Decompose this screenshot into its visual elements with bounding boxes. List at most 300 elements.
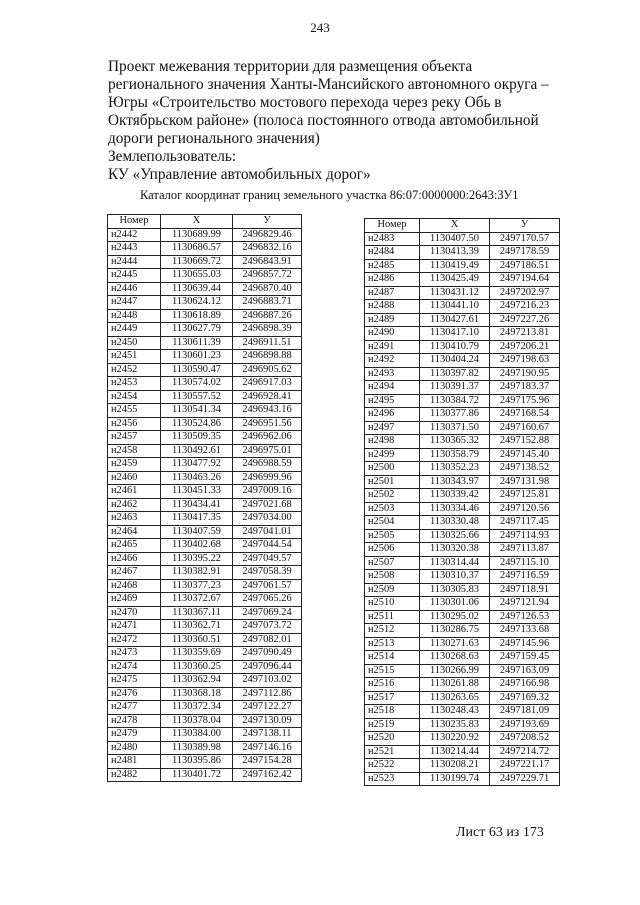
table-row: [108, 377, 302, 391]
point-number-cell: н2449: [108, 323, 161, 337]
x-coordinate-cell: 1130395.86: [161, 755, 233, 769]
table-row: [365, 421, 560, 435]
y-coordinate-cell: 2497170.57: [490, 232, 560, 246]
point-number-cell: н2448: [108, 309, 161, 323]
y-coordinate-cell: 2497183.37: [490, 381, 560, 395]
table-row: [108, 741, 302, 755]
x-coordinate-cell: 1130360.25: [161, 660, 233, 674]
y-coordinate-cell: 2497138.52: [490, 462, 560, 476]
y-coordinate-cell: 2497133.68: [490, 624, 560, 638]
point-number-cell: н2460: [108, 471, 161, 485]
table-row: [365, 259, 560, 273]
land-user-label: Землепользователь:: [108, 148, 237, 165]
y-coordinate-cell: 2497049.57: [233, 552, 302, 566]
y-coordinate-cell: 2497214.72: [490, 745, 560, 759]
x-coordinate-cell: 1130384.72: [420, 394, 490, 408]
point-number-cell: н2523: [365, 772, 420, 786]
x-coordinate-cell: 1130689.99: [161, 228, 233, 242]
point-number-cell: н2475: [108, 674, 161, 688]
column-header-y: У: [233, 215, 302, 229]
table-row: [108, 768, 302, 782]
y-coordinate-cell: 2497121.94: [490, 597, 560, 611]
y-coordinate-cell: 2497115.10: [490, 556, 560, 570]
x-coordinate-cell: 1130271.63: [420, 637, 490, 651]
point-number-cell: н2485: [365, 259, 420, 273]
y-coordinate-cell: 2496898.39: [233, 323, 302, 337]
point-number-cell: н2501: [365, 475, 420, 489]
table-row: [108, 714, 302, 728]
x-coordinate-cell: 1130624.12: [161, 296, 233, 310]
y-coordinate-cell: 2497103.02: [233, 674, 302, 688]
x-coordinate-cell: 1130427.61: [420, 313, 490, 327]
table-row: [365, 354, 560, 368]
y-coordinate-cell: 2497096.44: [233, 660, 302, 674]
table-row: [365, 313, 560, 327]
table-row: [108, 728, 302, 742]
y-coordinate-cell: 2497125.81: [490, 489, 560, 503]
point-number-cell: н2507: [365, 556, 420, 570]
table-row: [108, 363, 302, 377]
x-coordinate-cell: 1130268.63: [420, 651, 490, 665]
x-coordinate-cell: 1130463.26: [161, 471, 233, 485]
x-coordinate-cell: 1130451.33: [161, 485, 233, 499]
x-coordinate-cell: 1130395.22: [161, 552, 233, 566]
table-row: [108, 471, 302, 485]
table-row: [108, 633, 302, 647]
x-coordinate-cell: 1130590.47: [161, 363, 233, 377]
x-coordinate-cell: 1130524.86: [161, 417, 233, 431]
table-row: [365, 273, 560, 287]
point-number-cell: н2453: [108, 377, 161, 391]
point-number-cell: н2496: [365, 408, 420, 422]
table-row: [365, 300, 560, 314]
x-coordinate-cell: 1130618.89: [161, 309, 233, 323]
y-coordinate-cell: 2497152.88: [490, 435, 560, 449]
x-coordinate-cell: 1130310.37: [420, 570, 490, 584]
point-number-cell: н2489: [365, 313, 420, 327]
table-row: [365, 340, 560, 354]
table-header-row: [108, 215, 302, 229]
table-row: [365, 718, 560, 732]
table-row: [365, 745, 560, 759]
x-coordinate-cell: 1130431.12: [420, 286, 490, 300]
y-coordinate-cell: 2496898.88: [233, 350, 302, 364]
y-coordinate-cell: 2497175.96: [490, 394, 560, 408]
y-coordinate-cell: 2497082.01: [233, 633, 302, 647]
x-coordinate-cell: 1130295.02: [420, 610, 490, 624]
x-coordinate-cell: 1130407.59: [161, 525, 233, 539]
x-coordinate-cell: 1130419.49: [420, 259, 490, 273]
y-coordinate-cell: 2497145.40: [490, 448, 560, 462]
y-coordinate-cell: 2497229.71: [490, 772, 560, 786]
x-coordinate-cell: 1130320.38: [420, 543, 490, 557]
x-coordinate-cell: 1130339.42: [420, 489, 490, 503]
point-number-cell: н2476: [108, 687, 161, 701]
y-coordinate-cell: 2497065.26: [233, 593, 302, 607]
x-coordinate-cell: 1130492.61: [161, 444, 233, 458]
y-coordinate-cell: 2497154.28: [233, 755, 302, 769]
coordinates-table-left: [107, 214, 302, 782]
x-coordinate-cell: 1130378.04: [161, 714, 233, 728]
point-number-cell: н2442: [108, 228, 161, 242]
table-row: [108, 269, 302, 283]
x-coordinate-cell: 1130362.94: [161, 674, 233, 688]
point-number-cell: н2510: [365, 597, 420, 611]
x-coordinate-cell: 1130360.51: [161, 633, 233, 647]
point-number-cell: н2504: [365, 516, 420, 530]
y-coordinate-cell: 2497044.54: [233, 539, 302, 553]
x-coordinate-cell: 1130325.66: [420, 529, 490, 543]
table-row: [365, 502, 560, 516]
y-coordinate-cell: 2497021.68: [233, 498, 302, 512]
point-number-cell: н2492: [365, 354, 420, 368]
y-coordinate-cell: 2497126.53: [490, 610, 560, 624]
table-row: [108, 242, 302, 256]
point-number-cell: н2497: [365, 421, 420, 435]
y-coordinate-cell: 2496857.72: [233, 269, 302, 283]
table-row: [365, 408, 560, 422]
point-number-cell: н2454: [108, 390, 161, 404]
table-row: [365, 610, 560, 624]
y-coordinate-cell: 2497181.09: [490, 705, 560, 719]
table-row: [365, 232, 560, 246]
x-coordinate-cell: 1130377.23: [161, 579, 233, 593]
point-number-cell: н2457: [108, 431, 161, 445]
x-coordinate-cell: 1130441.10: [420, 300, 490, 314]
point-number-cell: н2500: [365, 462, 420, 476]
y-coordinate-cell: 2497206.21: [490, 340, 560, 354]
point-number-cell: н2521: [365, 745, 420, 759]
point-number-cell: н2467: [108, 566, 161, 580]
x-coordinate-cell: 1130417.35: [161, 512, 233, 526]
point-number-cell: н2484: [365, 246, 420, 260]
x-coordinate-cell: 1130334.46: [420, 502, 490, 516]
y-coordinate-cell: 2497194.64: [490, 273, 560, 287]
table-row: [108, 458, 302, 472]
table-row: [365, 759, 560, 773]
x-coordinate-cell: 1130541.34: [161, 404, 233, 418]
x-coordinate-cell: 1130358.79: [420, 448, 490, 462]
table-row: [108, 701, 302, 715]
point-number-cell: н2446: [108, 282, 161, 296]
point-number-cell: н2478: [108, 714, 161, 728]
point-number-cell: н2516: [365, 678, 420, 692]
y-coordinate-cell: 2497166.98: [490, 678, 560, 692]
y-coordinate-cell: 2497041.01: [233, 525, 302, 539]
table-row: [365, 772, 560, 786]
column-header-x: X: [161, 215, 233, 229]
point-number-cell: н2447: [108, 296, 161, 310]
point-number-cell: н2443: [108, 242, 161, 256]
x-coordinate-cell: 1130367.11: [161, 606, 233, 620]
y-coordinate-cell: 2497208.52: [490, 732, 560, 746]
point-number-cell: н2511: [365, 610, 420, 624]
point-number-cell: н2462: [108, 498, 161, 512]
y-coordinate-cell: 2497009.16: [233, 485, 302, 499]
table-row: [365, 286, 560, 300]
x-coordinate-cell: 1130611.39: [161, 336, 233, 350]
table-row: [365, 327, 560, 341]
x-coordinate-cell: 1130301.06: [420, 597, 490, 611]
point-number-cell: н2463: [108, 512, 161, 526]
point-number-cell: н2482: [108, 768, 161, 782]
table-row: [108, 755, 302, 769]
table-row: [365, 570, 560, 584]
point-number-cell: н2491: [365, 340, 420, 354]
table-row: [365, 489, 560, 503]
x-coordinate-cell: 1130359.69: [161, 647, 233, 661]
table-row: [108, 512, 302, 526]
table-row: [108, 336, 302, 350]
point-number-cell: н2459: [108, 458, 161, 472]
x-coordinate-cell: 1130601.23: [161, 350, 233, 364]
y-coordinate-cell: 2496917.03: [233, 377, 302, 391]
table-row: [108, 606, 302, 620]
y-coordinate-cell: 2497186.51: [490, 259, 560, 273]
y-coordinate-cell: 2496843.91: [233, 255, 302, 269]
table-row: [365, 624, 560, 638]
y-coordinate-cell: 2497138.11: [233, 728, 302, 742]
x-coordinate-cell: 1130305.83: [420, 583, 490, 597]
x-coordinate-cell: 1130413.39: [420, 246, 490, 260]
point-number-cell: н2522: [365, 759, 420, 773]
y-coordinate-cell: 2497213.81: [490, 327, 560, 341]
table-row: [365, 556, 560, 570]
point-number-cell: н2481: [108, 755, 161, 769]
coordinates-table-right: [364, 218, 560, 786]
point-number-cell: н2468: [108, 579, 161, 593]
table-row: [365, 394, 560, 408]
point-number-cell: н2461: [108, 485, 161, 499]
y-coordinate-cell: 2497120.56: [490, 502, 560, 516]
point-number-cell: н2499: [365, 448, 420, 462]
x-coordinate-cell: 1130434.41: [161, 498, 233, 512]
y-coordinate-cell: 2497069.24: [233, 606, 302, 620]
x-coordinate-cell: 1130263.65: [420, 691, 490, 705]
project-heading: [108, 58, 578, 184]
x-coordinate-cell: 1130382.91: [161, 566, 233, 580]
table-row: [365, 732, 560, 746]
point-number-cell: н2452: [108, 363, 161, 377]
table-row: [108, 485, 302, 499]
y-coordinate-cell: 2496870.40: [233, 282, 302, 296]
table-row: [365, 367, 560, 381]
point-number-cell: н2456: [108, 417, 161, 431]
sheet-label: Лист 63 из 173: [456, 825, 544, 840]
y-coordinate-cell: 2497118.91: [490, 583, 560, 597]
table-row: [108, 228, 302, 242]
y-coordinate-cell: 2496951.56: [233, 417, 302, 431]
heading-line: Октябрьском районе» (полоса постоянного отвода автомобильной: [108, 112, 539, 129]
x-coordinate-cell: 1130368.18: [161, 687, 233, 701]
table-row: [365, 543, 560, 557]
y-coordinate-cell: 2497145.96: [490, 637, 560, 651]
point-number-cell: н2472: [108, 633, 161, 647]
point-number-cell: н2509: [365, 583, 420, 597]
point-number-cell: н2450: [108, 336, 161, 350]
table-row: [365, 475, 560, 489]
table-row: [108, 647, 302, 661]
y-coordinate-cell: 2497113.87: [490, 543, 560, 557]
y-coordinate-cell: 2497216.23: [490, 300, 560, 314]
y-coordinate-cell: 2497116.59: [490, 570, 560, 584]
table-row: [365, 705, 560, 719]
y-coordinate-cell: 2496905.62: [233, 363, 302, 377]
table-row: [108, 255, 302, 269]
heading-line: дороги регионального значения): [108, 130, 320, 147]
point-number-cell: н2486: [365, 273, 420, 287]
x-coordinate-cell: 1130371.50: [420, 421, 490, 435]
x-coordinate-cell: 1130639.44: [161, 282, 233, 296]
table-row: [365, 651, 560, 665]
heading-line: регионального значения Ханты-Мансийского автономного округа –: [108, 76, 549, 93]
y-coordinate-cell: 2497193.69: [490, 718, 560, 732]
y-coordinate-cell: 2497190.95: [490, 367, 560, 381]
y-coordinate-cell: 2496832.16: [233, 242, 302, 256]
point-number-cell: н2451: [108, 350, 161, 364]
point-number-cell: н2458: [108, 444, 161, 458]
point-number-cell: н2483: [365, 232, 420, 246]
table-row: [108, 566, 302, 580]
point-number-cell: н2517: [365, 691, 420, 705]
y-coordinate-cell: 2497163.09: [490, 664, 560, 678]
page-number: 243: [310, 20, 330, 35]
y-coordinate-cell: 2497131.98: [490, 475, 560, 489]
x-coordinate-cell: 1130362.71: [161, 620, 233, 634]
point-number-cell: н2495: [365, 394, 420, 408]
y-coordinate-cell: 2497034.00: [233, 512, 302, 526]
y-coordinate-cell: 2497198.63: [490, 354, 560, 368]
y-coordinate-cell: 2496829.46: [233, 228, 302, 242]
x-coordinate-cell: 1130397.82: [420, 367, 490, 381]
x-coordinate-cell: 1130384.00: [161, 728, 233, 742]
point-number-cell: н2520: [365, 732, 420, 746]
x-coordinate-cell: 1130627.79: [161, 323, 233, 337]
point-number-cell: н2469: [108, 593, 161, 607]
x-coordinate-cell: 1130248.43: [420, 705, 490, 719]
x-coordinate-cell: 1130407.50: [420, 232, 490, 246]
table-row: [365, 664, 560, 678]
table-row: [108, 350, 302, 364]
y-coordinate-cell: 2497058.39: [233, 566, 302, 580]
catalog-title: Каталог координат границ земельного участка 86:07:0000000:2643:ЗУ1: [140, 188, 519, 202]
y-coordinate-cell: 2497160.67: [490, 421, 560, 435]
table-row: [108, 552, 302, 566]
heading-line: Проект межевания территории для размещения объекта: [108, 58, 473, 75]
table-row: [365, 691, 560, 705]
point-number-cell: н2465: [108, 539, 161, 553]
y-coordinate-cell: 2497112.86: [233, 687, 302, 701]
point-number-cell: н2503: [365, 502, 420, 516]
x-coordinate-cell: 1130686.57: [161, 242, 233, 256]
x-coordinate-cell: 1130261.88: [420, 678, 490, 692]
table-row: [108, 620, 302, 634]
x-coordinate-cell: 1130330.48: [420, 516, 490, 530]
table-row: [108, 444, 302, 458]
x-coordinate-cell: 1130669.72: [161, 255, 233, 269]
table-row: [108, 674, 302, 688]
x-coordinate-cell: 1130377.86: [420, 408, 490, 422]
x-coordinate-cell: 1130314.44: [420, 556, 490, 570]
table-row: [108, 309, 302, 323]
table-row: [108, 431, 302, 445]
table-row: [108, 390, 302, 404]
table-row: [365, 583, 560, 597]
y-coordinate-cell: 2496887.26: [233, 309, 302, 323]
point-number-cell: н2470: [108, 606, 161, 620]
y-coordinate-cell: 2497061.57: [233, 579, 302, 593]
y-coordinate-cell: 2497202.97: [490, 286, 560, 300]
column-header-number: Номер: [365, 219, 420, 233]
table-row: [108, 525, 302, 539]
point-number-cell: н2505: [365, 529, 420, 543]
table-row: [108, 296, 302, 310]
point-number-cell: н2515: [365, 664, 420, 678]
x-coordinate-cell: 1130352.23: [420, 462, 490, 476]
table-row: [365, 678, 560, 692]
table-row: [108, 660, 302, 674]
y-coordinate-cell: 2496988.59: [233, 458, 302, 472]
point-number-cell: н2480: [108, 741, 161, 755]
table-row: [108, 593, 302, 607]
y-coordinate-cell: 2496911.51: [233, 336, 302, 350]
y-coordinate-cell: 2497117.45: [490, 516, 560, 530]
point-number-cell: н2474: [108, 660, 161, 674]
x-coordinate-cell: 1130199.74: [420, 772, 490, 786]
x-coordinate-cell: 1130509.35: [161, 431, 233, 445]
x-coordinate-cell: 1130372.67: [161, 593, 233, 607]
table-row: [108, 282, 302, 296]
y-coordinate-cell: 2497162.42: [233, 768, 302, 782]
x-coordinate-cell: 1130389.98: [161, 741, 233, 755]
point-number-cell: н2471: [108, 620, 161, 634]
point-number-cell: н2518: [365, 705, 420, 719]
point-number-cell: н2490: [365, 327, 420, 341]
table-row: [365, 246, 560, 260]
point-number-cell: н2493: [365, 367, 420, 381]
table-row: [365, 529, 560, 543]
table-row: [365, 516, 560, 530]
point-number-cell: н2502: [365, 489, 420, 503]
y-coordinate-cell: 2496883.71: [233, 296, 302, 310]
table-row: [108, 323, 302, 337]
table-row: [365, 448, 560, 462]
column-header-number: Номер: [108, 215, 161, 229]
x-coordinate-cell: 1130266.99: [420, 664, 490, 678]
table-row: [108, 539, 302, 553]
y-coordinate-cell: 2496928.41: [233, 390, 302, 404]
y-coordinate-cell: 2497146.16: [233, 741, 302, 755]
y-coordinate-cell: 2496999.96: [233, 471, 302, 485]
x-coordinate-cell: 1130235.83: [420, 718, 490, 732]
point-number-cell: н2477: [108, 701, 161, 715]
point-number-cell: н2508: [365, 570, 420, 584]
x-coordinate-cell: 1130365.32: [420, 435, 490, 449]
point-number-cell: н2455: [108, 404, 161, 418]
x-coordinate-cell: 1130208.21: [420, 759, 490, 773]
column-header-y: У: [490, 219, 560, 233]
point-number-cell: н2488: [365, 300, 420, 314]
x-coordinate-cell: 1130372.34: [161, 701, 233, 715]
point-number-cell: н2494: [365, 381, 420, 395]
table-row: [108, 687, 302, 701]
point-number-cell: н2512: [365, 624, 420, 638]
point-number-cell: н2464: [108, 525, 161, 539]
table-row: [365, 462, 560, 476]
y-coordinate-cell: 2497090.49: [233, 647, 302, 661]
point-number-cell: н2487: [365, 286, 420, 300]
y-coordinate-cell: 2497159.45: [490, 651, 560, 665]
